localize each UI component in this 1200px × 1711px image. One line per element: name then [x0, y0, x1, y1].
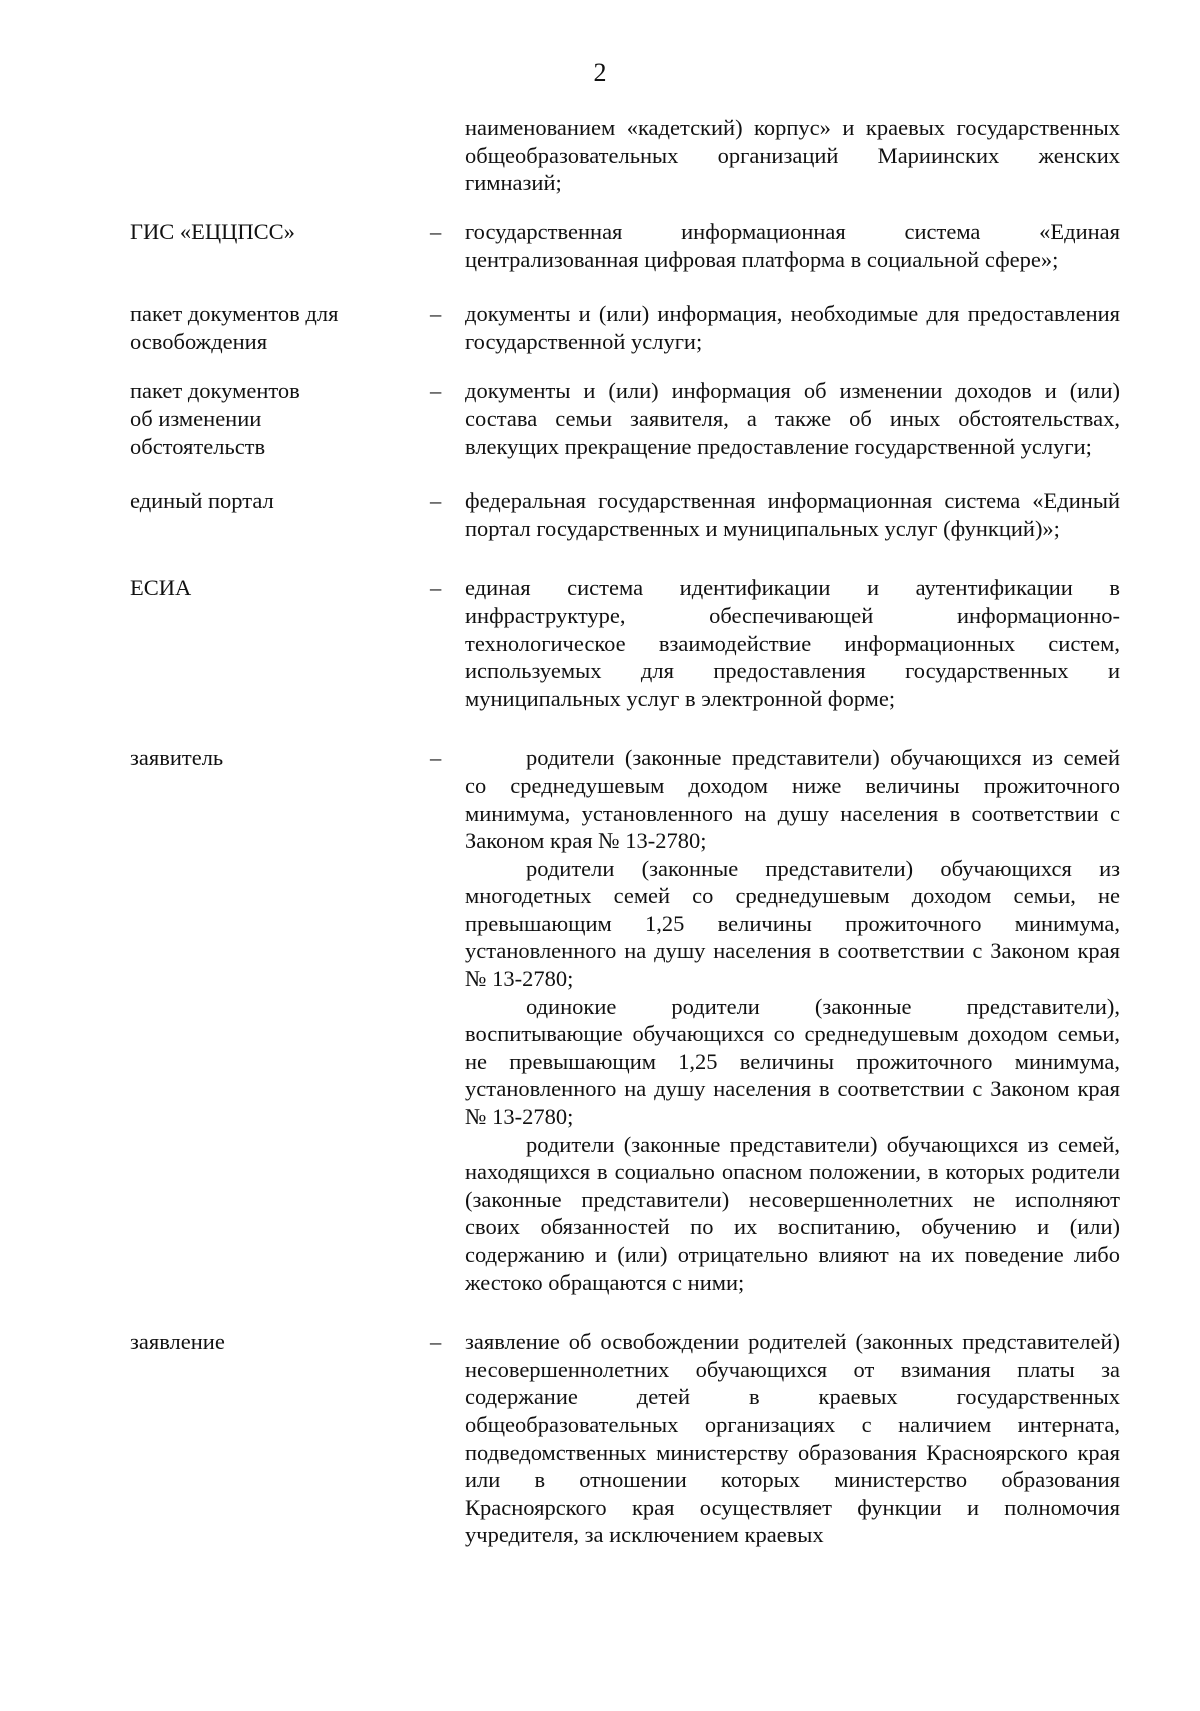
- definition-paragraph: родители (законные представители) обучающихся из семей со среднедушевым доходом ниже величины прожиточного минимума, установленного на душу населения в соответствии с Законом края № 13-2780;: [465, 745, 1120, 854]
- term-dash: –: [430, 378, 442, 404]
- definition-paragraph: федеральная государственная информационная система «Единый портал государственных и муниципальных услуг (функций)»;: [465, 488, 1120, 541]
- definition-paragraph: документы и (или) информация об изменении доходов и (или) состава семьи заявителя, а также об иных обстоятельствах, влекущих прекращение предоставление государственной услуги;: [465, 378, 1120, 459]
- glossary-term: единый портал: [130, 488, 274, 514]
- term-dash: –: [430, 575, 442, 601]
- definition-paragraph: документы и (или) информация, необходимые для предоставления государственной услуги;: [465, 301, 1120, 354]
- continuation-text: наименованием «кадетский) корпус» и краевых государственных общеобразовательных организаций Мариинских женских гимназий;: [465, 115, 1120, 196]
- definition-paragraph: родители (законные представители) обучающихся из семей, находящихся в социально опасном положении, в которых родители (законные представители) несовершеннолетних не исполняют своих обязанностей по их воспитанию, обучению и (или) содержанию и (или) отрицательно влияют на их поведение либо жестоко обращаются с ними;: [465, 1131, 1120, 1295]
- glossary-definition: [465, 574, 1120, 712]
- term-dash: –: [430, 488, 442, 514]
- term-dash: –: [430, 301, 442, 327]
- glossary-term: пакет документов для освобождения: [130, 301, 339, 354]
- glossary-definition: [465, 744, 1120, 1296]
- glossary-entry-package-change: [130, 377, 1120, 460]
- definition-paragraph: заявление об освобождении родителей (законных представителей) несовершеннолетних обучающихся от взимания платы за содержание детей в краевых государственных общеобразовательных организациях с наличием интерната, подведомственных министерству образования Красноярского края или в отношении которых министерство образования Красноярского края осуществляет функции и полномочия учредителя, за исключением краевых: [465, 1329, 1120, 1548]
- glossary-term: заявитель: [130, 745, 224, 771]
- glossary-definition: [465, 1328, 1120, 1549]
- glossary-entry-application: [130, 1328, 1120, 1549]
- term-dash: –: [430, 1329, 442, 1355]
- glossary-definition: [465, 487, 1120, 542]
- glossary-definition: [465, 218, 1120, 273]
- glossary-entry-esia: [130, 574, 1120, 712]
- glossary-entry-gis: [130, 218, 1120, 273]
- definition-paragraph: государственная информационная система «Единая централизованная цифровая платформа в социальной сфере»;: [465, 219, 1120, 272]
- term-dash: –: [430, 745, 442, 771]
- glossary-definition: [465, 300, 1120, 355]
- glossary-definition: [465, 377, 1120, 460]
- glossary-term: ЕСИА: [130, 575, 192, 601]
- continuation-paragraph: [465, 114, 1120, 197]
- glossary-entry-unified-portal: [130, 487, 1120, 542]
- definition-paragraph: одинокие родители (законные представители), воспитывающие обучающихся со среднедушевым доходом семьи, не превышающим 1,25 величины прожиточного минимума, установленного на душу населения в соответствии с Законом края № 13-2780;: [465, 993, 1120, 1130]
- glossary-entry-applicant: [130, 744, 1120, 1296]
- page-number: 2: [593, 58, 607, 87]
- term-dash: –: [430, 219, 442, 244]
- definition-paragraph: родители (законные представители) обучающихся из многодетных семей со среднедушевым доходом семьи, не превышающим 1,25 величины прожиточного минимума, установленного на душу населения в соответствии с Законом края № 13-2780;: [465, 855, 1120, 992]
- definition-paragraph: единая система идентификации и аутентификации в инфраструктуре, обеспечивающей информационно-технологическое взаимодействие информационных систем, используемых для предоставления государственных и муниципальных услуг в электронной форме;: [465, 575, 1120, 711]
- glossary-term: заявление: [130, 1329, 225, 1355]
- glossary: [130, 218, 1120, 1549]
- glossary-term: ГИС «ЕЦЦПСС»: [130, 219, 295, 244]
- glossary-entry-package-release: [130, 300, 1120, 355]
- glossary-term: пакет документов об изменении обстоятельств: [130, 378, 300, 459]
